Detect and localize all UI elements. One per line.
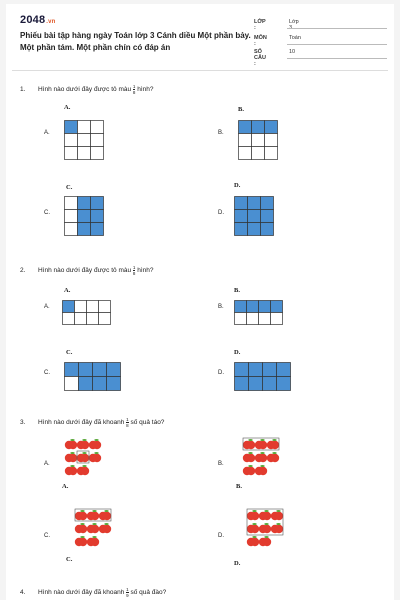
grid-cell <box>239 147 252 160</box>
caption-1c: C. <box>66 184 73 191</box>
grid-cell-filled <box>235 197 248 210</box>
grid-cell <box>75 301 87 313</box>
question-3: 3. Hình nào dưới đây đã khoanh $\frac{1}{8}$ số quả táo? <box>20 417 165 428</box>
apple-icon <box>247 467 255 475</box>
grid-cell-filled <box>261 223 274 236</box>
apple-icon <box>81 467 89 475</box>
apple-icon <box>259 467 267 475</box>
leaf-icon <box>264 536 268 538</box>
fraction: $\frac{1}{8}$ <box>132 84 136 95</box>
leaf-icon <box>82 439 86 441</box>
caption-2b: B. <box>234 287 240 294</box>
apple-figure[interactable] <box>246 507 296 567</box>
grid-cell <box>265 134 278 147</box>
option-1d[interactable]: D. <box>218 210 224 216</box>
grid-cell-filled <box>261 210 274 223</box>
grid-figure[interactable] <box>64 362 124 396</box>
apple-icon <box>103 512 111 520</box>
apple-figure[interactable] <box>74 507 124 567</box>
grid-cell-filled <box>259 301 271 313</box>
option-2d[interactable]: D. <box>218 370 224 376</box>
grid-cell <box>65 377 79 391</box>
apple-figure[interactable] <box>242 436 292 492</box>
leaf-icon <box>82 465 86 467</box>
grid-cell <box>252 147 265 160</box>
leaf-icon <box>92 523 96 525</box>
fraction: $\frac{1}{8}$ <box>132 265 136 276</box>
apple-icon <box>79 525 87 533</box>
leaf-icon <box>252 536 256 538</box>
grid-cell-filled <box>63 301 75 313</box>
leaf-icon <box>82 452 86 454</box>
grid-cell <box>252 134 265 147</box>
fraction: $\frac{1}{8}$ <box>126 417 129 428</box>
grid-figure[interactable] <box>238 120 280 168</box>
question-2: 2. Hình nào dưới đây được tô màu $\frac{1}{8}$ hình? <box>20 265 154 276</box>
leaf-icon <box>260 439 264 441</box>
apple-icon <box>271 441 279 449</box>
grid-cell-filled <box>235 210 248 223</box>
apple-icon <box>91 512 99 520</box>
grid-cell <box>75 313 87 325</box>
option-1a[interactable]: A. <box>44 130 50 136</box>
apple-icon <box>91 538 99 546</box>
option-2a[interactable]: A. <box>44 304 50 310</box>
caption-1a: A. <box>64 104 71 111</box>
grid-cell-filled <box>277 377 291 391</box>
grid-cell-filled <box>249 363 263 377</box>
grid-cell <box>271 313 283 325</box>
grid-cell <box>235 313 247 325</box>
grid-cell-filled <box>247 301 259 313</box>
leaf-icon <box>276 510 280 512</box>
leaf-icon <box>260 452 264 454</box>
apple-icon <box>81 441 89 449</box>
leaf-icon <box>264 523 268 525</box>
option-1b[interactable]: B. <box>218 130 224 136</box>
caption-2d: D. <box>234 349 241 356</box>
grid-cell <box>91 121 104 134</box>
grid-cell <box>91 134 104 147</box>
apple-icon <box>275 512 283 520</box>
leaf-icon <box>80 523 84 525</box>
grid-cell-filled <box>235 377 249 391</box>
apple-icon <box>247 454 255 462</box>
leaf-icon <box>80 510 84 512</box>
grid-figure[interactable] <box>64 120 106 168</box>
grid-cell <box>65 223 78 236</box>
grid-cell-filled <box>93 363 107 377</box>
leaf-icon <box>80 536 84 538</box>
grid-cell <box>65 197 78 210</box>
apple-figure[interactable] <box>64 436 114 492</box>
leaf-icon <box>70 439 74 441</box>
leaf-icon <box>248 452 252 454</box>
leaf-icon <box>70 465 74 467</box>
grid-cell-filled <box>93 377 107 391</box>
caption-3d: D. <box>234 560 241 567</box>
grid-cell <box>78 134 91 147</box>
apple-icon <box>103 525 111 533</box>
grid-cell <box>87 301 99 313</box>
grid-figure[interactable] <box>64 196 106 244</box>
apple-icon <box>69 454 77 462</box>
leaf-icon <box>252 523 256 525</box>
grid-cell-filled <box>249 377 263 391</box>
grid-cell <box>65 147 78 160</box>
grid-cell <box>78 121 91 134</box>
worksheet-title: Phiếu bài tập hàng ngày Toán lớp 3 Cánh diều Một phần bảy. Một phần tám. Một phần chín có đáp án <box>20 31 251 52</box>
leaf-icon <box>272 452 276 454</box>
leaf-icon <box>104 523 108 525</box>
apple-icon <box>259 454 267 462</box>
grid-cell-filled <box>79 363 93 377</box>
grid-cell <box>65 210 78 223</box>
grid-cell <box>259 313 271 325</box>
grid-cell-filled <box>235 223 248 236</box>
grid-cell-filled <box>65 363 79 377</box>
grid-cell-filled <box>263 377 277 391</box>
option-3a[interactable]: A. <box>44 461 50 467</box>
header-divider <box>12 70 388 71</box>
site-logo[interactable]: 2048.vn <box>20 14 56 26</box>
grid-figure[interactable] <box>234 300 294 332</box>
grid-cell-filled <box>78 210 91 223</box>
leaf-icon <box>92 510 96 512</box>
grid-cell-filled <box>78 223 91 236</box>
leaf-icon <box>70 452 74 454</box>
apple-icon <box>263 525 271 533</box>
apple-icon <box>93 441 101 449</box>
grid-cell <box>78 147 91 160</box>
grid-cell <box>99 301 111 313</box>
grid-cell-filled <box>248 197 261 210</box>
leaf-icon <box>252 510 256 512</box>
apple-icon <box>275 525 283 533</box>
grid-cell-filled <box>91 210 104 223</box>
grid-cell-filled <box>252 121 265 134</box>
caption-3b: B. <box>236 483 242 490</box>
apple-icon <box>263 512 271 520</box>
option-1c[interactable]: C. <box>44 210 50 216</box>
apple-icon <box>69 441 77 449</box>
grid-cell-filled <box>235 363 249 377</box>
apple-icon <box>247 441 255 449</box>
grid-cell <box>265 147 278 160</box>
grid-cell <box>87 313 99 325</box>
leaf-icon <box>276 523 280 525</box>
grid-cell-filled <box>235 301 247 313</box>
apple-icon <box>69 467 77 475</box>
grid-cell <box>247 313 259 325</box>
grid-cell-filled <box>107 363 121 377</box>
leaf-icon <box>94 452 98 454</box>
grid-figure[interactable] <box>234 362 294 396</box>
grid-cell-filled <box>248 223 261 236</box>
grid-cell-filled <box>79 377 93 391</box>
apple-icon <box>263 538 271 546</box>
apple-icon <box>81 454 89 462</box>
caption-1b: B. <box>238 106 244 113</box>
grid-cell <box>239 134 252 147</box>
leaf-icon <box>248 465 252 467</box>
caption-2a: A. <box>64 287 71 294</box>
grid-cell <box>65 134 78 147</box>
caption-3c: C. <box>66 556 73 563</box>
option-3c[interactable]: C. <box>44 533 50 539</box>
leaf-icon <box>104 510 108 512</box>
grid-cell-filled <box>261 197 274 210</box>
grid-cell-filled <box>107 377 121 391</box>
leaf-icon <box>260 465 264 467</box>
apple-icon <box>91 525 99 533</box>
option-2c[interactable]: C. <box>44 370 50 376</box>
apple-icon <box>251 538 259 546</box>
worksheet: 2048.vn Phiếu bài tập hàng ngày Toán lớp 3 Cánh diều Một phần bảy. Một phần tám. Một phần chín có đáp án LỚP : Lớp 3 MÔN : Toán SỐ CÂU : 10 1. Hình nào dưới đây được tô màu $\frac{1}{8}$ hình? A. A. B. B. C. C. D. D. 2. Hình nào dưới đây được tô màu $\frac{1}{8}$ hình? A. A. B. B. C. C. D. D. 3. Hình nào dưới đây đã khoanh $\frac{1}{8}$ số quả táo? A. A. B. B. C. C. D. D. 4. Hình nào dưới đây đã khoanh $\frac{1}{9}$ số quả đào? <box>6 4 394 600</box>
leaf-icon <box>94 439 98 441</box>
leaf-icon <box>272 439 276 441</box>
grid-figure[interactable] <box>62 300 114 330</box>
grid-cell <box>91 147 104 160</box>
grid-cell-filled <box>65 121 78 134</box>
question-1: 1. Hình nào dưới đây được tô màu $\frac{1}{8}$ hình? <box>20 84 154 95</box>
grid-cell <box>99 313 111 325</box>
option-3b[interactable]: B. <box>218 461 224 467</box>
leaf-icon <box>264 510 268 512</box>
grid-cell-filled <box>78 197 91 210</box>
caption-2c: C. <box>66 349 73 356</box>
apple-icon <box>79 512 87 520</box>
grid-cell-filled <box>91 197 104 210</box>
option-2b[interactable]: B. <box>218 304 224 310</box>
grid-figure[interactable] <box>234 196 276 244</box>
grid-cell-filled <box>248 210 261 223</box>
grid-cell-filled <box>277 363 291 377</box>
grid-cell-filled <box>265 121 278 134</box>
caption-1d: D. <box>234 182 241 189</box>
grid-cell <box>63 313 75 325</box>
apple-icon <box>259 441 267 449</box>
grid-cell-filled <box>91 223 104 236</box>
fraction: $\frac{1}{9}$ <box>126 587 129 598</box>
apple-icon <box>251 525 259 533</box>
apple-icon <box>93 454 101 462</box>
question-4: 4. Hình nào dưới đây đã khoanh $\frac{1}{9}$ số quả đào? <box>20 587 167 598</box>
grid-cell-filled <box>239 121 252 134</box>
leaf-icon <box>248 439 252 441</box>
caption-3a: A. <box>62 483 69 490</box>
grid-cell-filled <box>271 301 283 313</box>
apple-icon <box>271 454 279 462</box>
apple-icon <box>251 512 259 520</box>
option-3d[interactable]: D. <box>218 533 224 539</box>
leaf-icon <box>92 536 96 538</box>
grid-cell-filled <box>263 363 277 377</box>
apple-icon <box>79 538 87 546</box>
